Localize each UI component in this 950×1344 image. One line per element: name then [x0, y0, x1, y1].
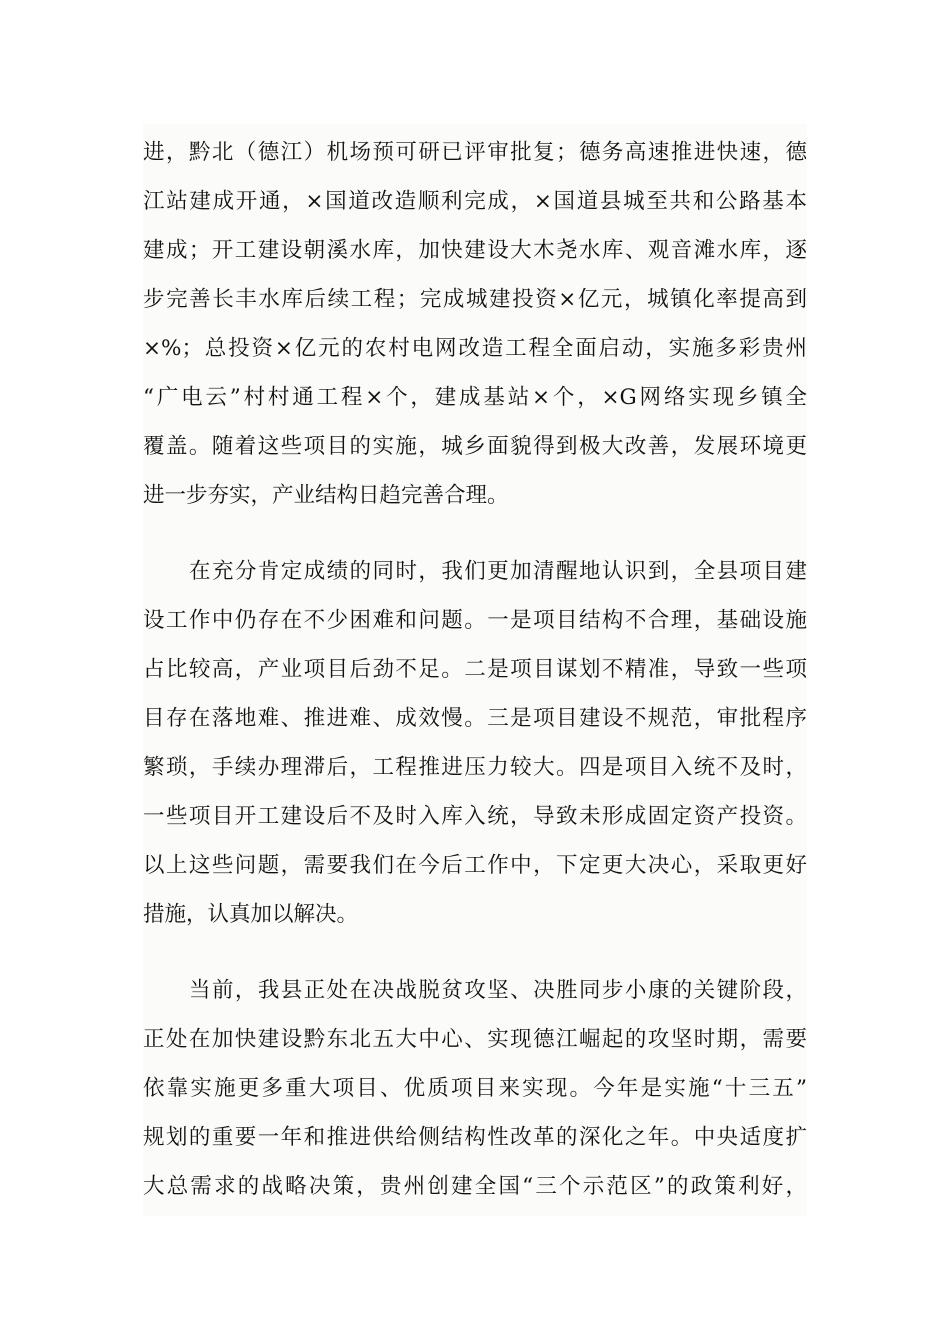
text-line: 依靠实施更多重大项目、优质项目来实现。今年是实施“十三五” [143, 1076, 807, 1101]
text-line: 在充分肯定成绩的同时，我们更加清醒地认识到，全县项目建 [189, 559, 807, 584]
text-line: 当前，我县正处在决战脱贫攻坚、决胜同步小康的关键阶段， [189, 978, 807, 1003]
text-line: 繁琐，手续办理滞后，工程推进压力较大。四是项目入统不及时， [143, 755, 807, 780]
text-line: 规划的重要一年和推进供给侧结构性改革的深化之年。中央适度扩 [143, 1125, 807, 1150]
text-line: 以上这些问题，需要我们在今后工作中，下定更大决心，采取更好 [143, 853, 807, 878]
text-line: 设工作中仍存在不少困难和问题。一是项目结构不合理，基础设施 [143, 608, 807, 633]
text-line: 一些项目开工建设后不及时入库入统，导致未形成固定资产投资。 [143, 804, 807, 829]
document-page [143, 124, 807, 1216]
text-line: 覆盖。随着这些项目的实施，城乡面貌得到极大改善，发展环境更 [143, 434, 807, 459]
text-line: “广电云”村村通工程×个，建成基站×个，×G网络实现乡镇全 [143, 385, 807, 410]
text-line: 正处在加快建设黔东北五大中心、实现德江崛起的攻坚时期，需要 [143, 1027, 807, 1052]
text-line: 措施，认真加以解决。 [143, 902, 359, 927]
text-line: 大总需求的战略决策，贵州创建全国“三个示范区”的政策利好， [143, 1174, 807, 1199]
text-line: 建成；开工建设朝溪水库，加快建设大木尧水库、观音滩水库，逐 [143, 238, 807, 263]
text-line: ×%；总投资×亿元的农村电网改造工程全面启动，实施多彩贵州 [143, 336, 807, 361]
text-line: 进，黔北（德江）机场预可研已评审批复；德务高速推进快速，德 [143, 140, 807, 165]
text-line: 进一步夯实，产业结构日趋完善合理。 [143, 483, 509, 508]
text-line: 目存在落地难、推进难、成效慢。三是项目建设不规范，审批程序 [143, 706, 807, 731]
text-line: 步完善长丰水库后续工程；完成城建投资×亿元，城镇化率提高到 [143, 287, 807, 312]
text-line: 占比较高，产业项目后劲不足。二是项目谋划不精准，导致一些项 [143, 657, 807, 682]
text-line: 江站建成开通，×国道改造顺利完成，×国道县城至共和公路基本 [143, 189, 807, 214]
